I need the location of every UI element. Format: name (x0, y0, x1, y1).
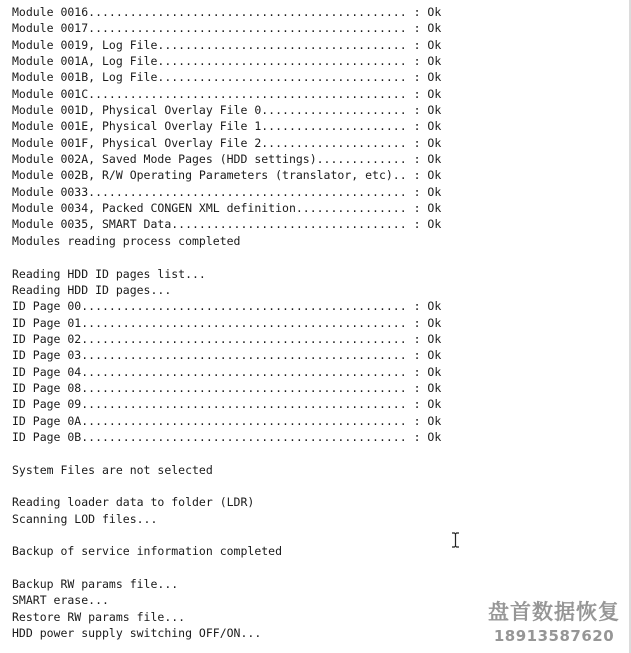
watermark-title: 盘首数据恢复 (488, 600, 620, 624)
log-line: Module 0017.............................................. : Ok (12, 21, 442, 36)
log-line: Module 001F, Physical Overlay File 2..................... : Ok (12, 135, 442, 150)
log-line: Module 0035, SMART Data.................................. : Ok (12, 217, 442, 232)
log-line: Backup RW params file... (12, 577, 179, 592)
log-line: ID Page 0B............................................... : Ok (12, 429, 442, 444)
log-line: Module 001E, Physical Overlay File 1..................... : Ok (12, 119, 442, 134)
log-line (12, 445, 441, 461)
log-line: Restore RW params file... (12, 609, 186, 624)
log-line: Module 001D, Physical Overlay File 0..................... : Ok (12, 103, 442, 118)
log-line: Reading HDD ID pages list... (12, 266, 206, 281)
log-line (12, 249, 441, 265)
log-line: Module 0019, Log File.................................... : Ok (12, 37, 442, 52)
log-line: Module 001B, Log File.................................... : Ok (12, 70, 442, 85)
log-line: HDD power supply switching OFF/ON... (12, 626, 262, 641)
log-line: ID Page 03............................................... : Ok (12, 348, 442, 363)
log-line: Backup of service information completed (12, 544, 283, 559)
log-line: SMART erase... (12, 593, 109, 608)
log-line: ID Page 01............................................... : Ok (12, 315, 442, 330)
log-line: Modules reading process completed (12, 233, 241, 248)
log-lines (12, 4, 441, 641)
log-line: Module 001A, Log File.................................... : Ok (12, 54, 442, 69)
watermark (481, 598, 627, 646)
log-line: Scanning LOD files... (12, 511, 158, 526)
watermark-phone: 18913587620 (493, 627, 615, 645)
log-line: ID Page 08............................................... : Ok (12, 380, 442, 395)
log-line (12, 527, 441, 543)
log-line (12, 478, 441, 494)
log-line (12, 560, 441, 576)
log-line: Module 0033.............................................. : Ok (12, 184, 442, 199)
log-line: Module 002B, R/W Operating Parameters (translator, etc).. : Ok (12, 168, 442, 183)
log-line: ID Page 02............................................... : Ok (12, 331, 442, 346)
log-line: Module 0034, Packed CONGEN XML definition................ : Ok (12, 201, 442, 216)
log-line: ID Page 04............................................... : Ok (12, 364, 442, 379)
log-line: Module 001C.............................................. : Ok (12, 86, 442, 101)
log-line: ID Page 0A............................................... : Ok (12, 413, 442, 428)
log-line: System Files are not selected (12, 462, 213, 477)
text-ibeam-cursor-icon (451, 532, 460, 548)
log-line: Reading HDD ID pages... (12, 282, 172, 297)
log-line: Module 0016.............................................. : Ok (12, 5, 442, 19)
log-line: Reading loader data to folder (LDR) (12, 495, 255, 510)
log-line: Module 002A, Saved Mode Pages (HDD settings)............. : Ok (12, 152, 442, 167)
log-line: ID Page 00............................................... : Ok (12, 299, 442, 314)
log-line: ID Page 09............................................... : Ok (12, 397, 442, 412)
